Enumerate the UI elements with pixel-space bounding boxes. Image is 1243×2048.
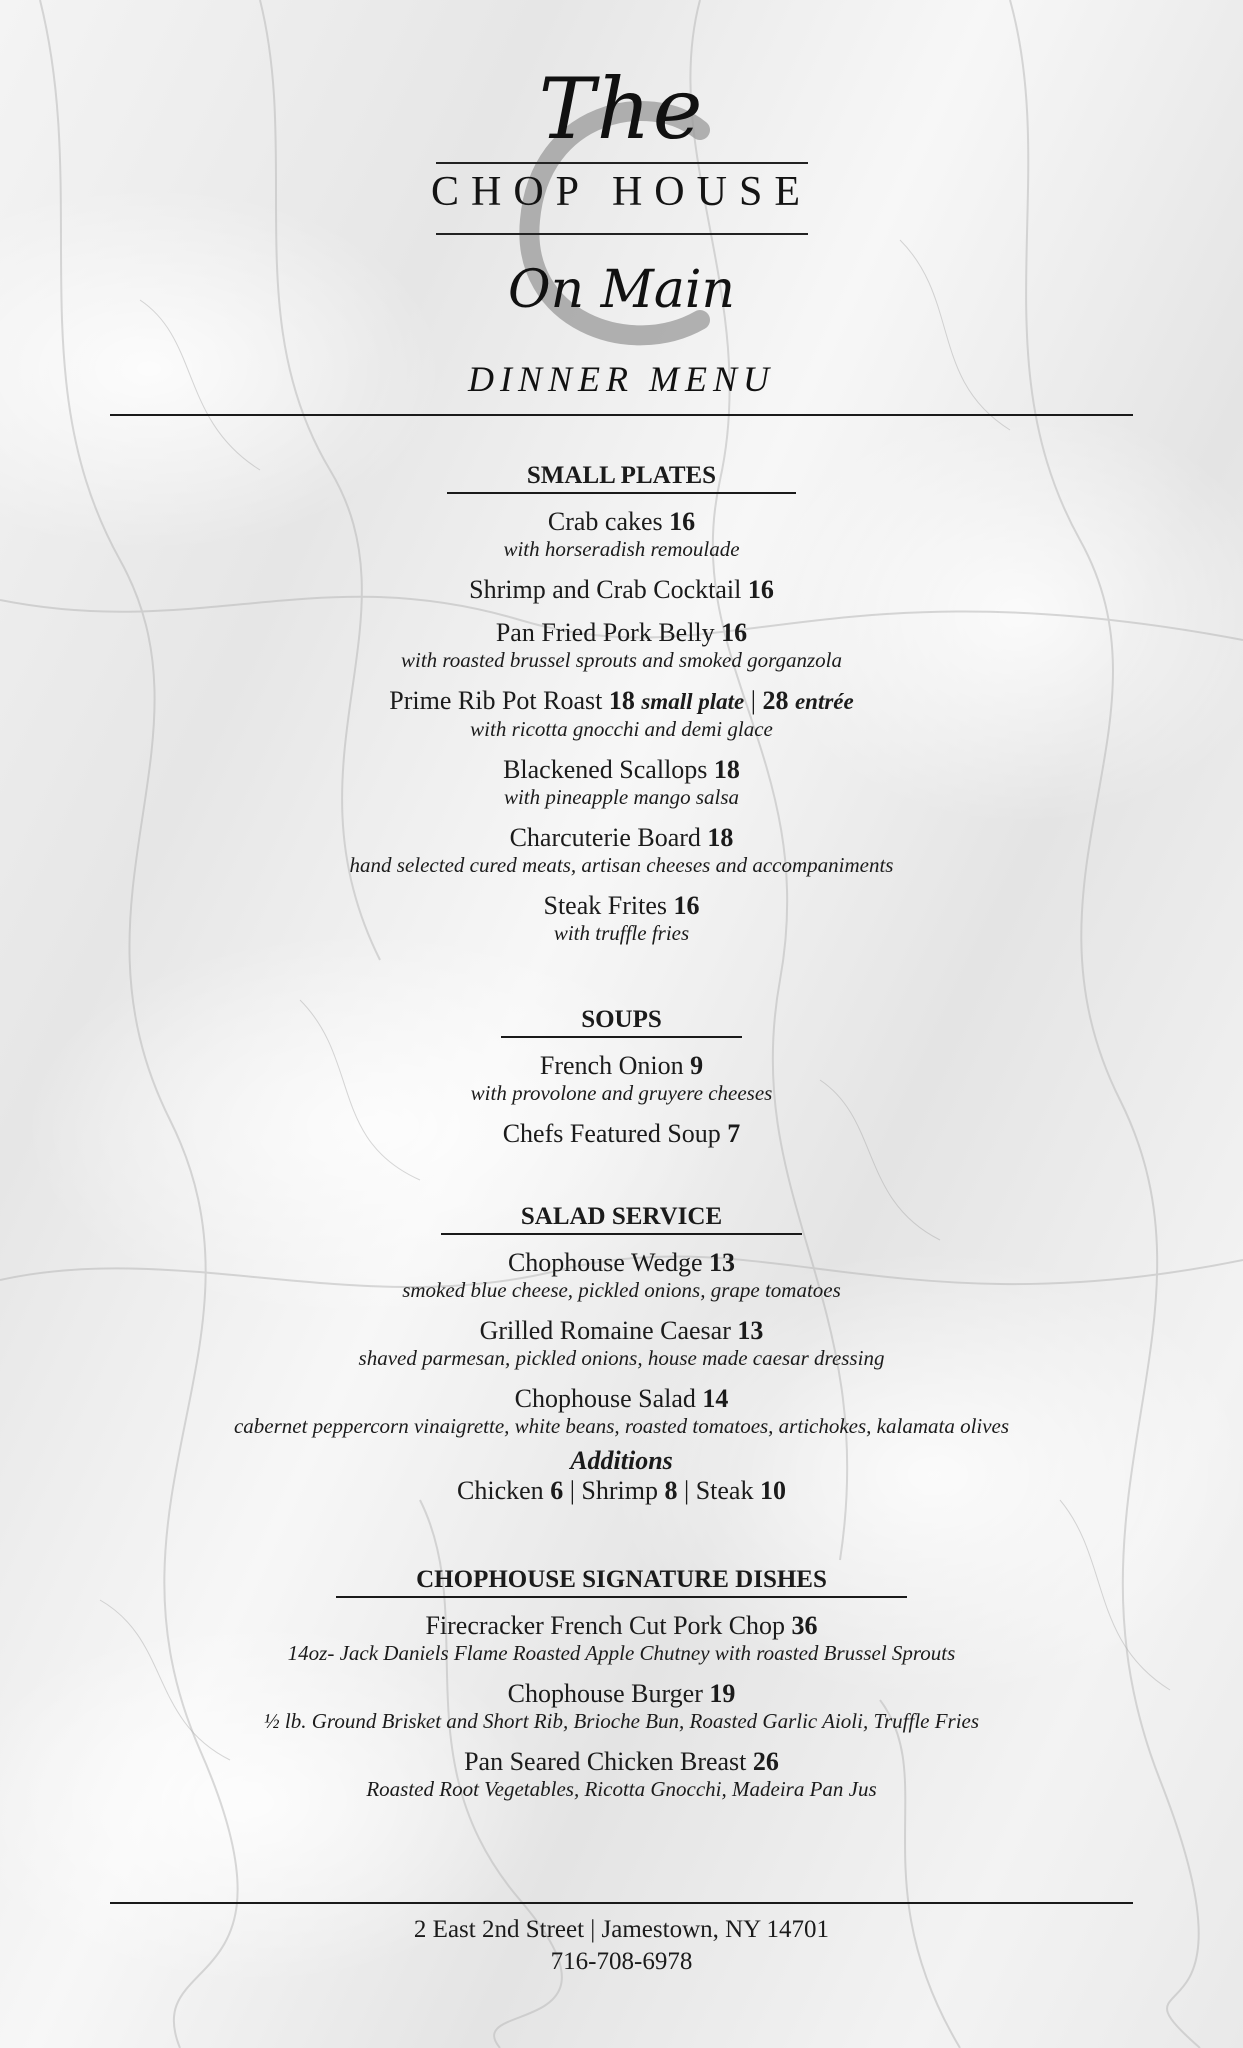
footer-address: 2 East 2nd Street | Jamestown, NY 14701 — [413, 1916, 830, 1943]
menu-item — [0, 1678, 1243, 1734]
item-price-2: 28 — [762, 686, 789, 715]
menu-item — [0, 1610, 1243, 1666]
item-name: Firecracker French Cut Pork Chop — [425, 1611, 786, 1640]
item-name: Chophouse Salad — [514, 1384, 696, 1413]
menu-item — [0, 754, 1243, 810]
menu-item — [0, 1315, 1243, 1371]
item-name: Chophouse Wedge — [507, 1248, 703, 1277]
menu-item — [0, 1118, 1243, 1149]
item-price: 16 — [669, 507, 696, 536]
item-name: Pan Seared Chicken Breast — [464, 1747, 747, 1776]
item-description: with provolone and gruyere cheeses — [470, 1081, 773, 1105]
item-name: Steak Frites — [543, 891, 667, 920]
item-price: 36 — [791, 1611, 818, 1640]
item-description: 14oz- Jack Daniels Flame Roasted Apple Chutney with roasted Brussel Sprouts — [287, 1641, 956, 1665]
addition-name: Chicken — [457, 1476, 544, 1505]
item-name: Prime Rib Pot Roast — [389, 686, 603, 715]
logo-top-line — [436, 162, 808, 164]
salad-additions — [0, 1447, 1243, 1506]
menu-item — [0, 1247, 1243, 1303]
footer-phone: 716-708-6978 — [550, 1948, 693, 1975]
bottom-divider — [110, 1902, 1133, 1904]
section-signature-dishes — [0, 1564, 1243, 1802]
addition-price: 6 — [550, 1476, 564, 1505]
item-price: 16 — [721, 618, 748, 647]
item-price: 13 — [709, 1248, 736, 1277]
item-description: hand selected cured meats, artisan cheeses and accompaniments — [349, 853, 894, 877]
additions-title: Additions — [570, 1446, 673, 1475]
footer — [0, 1914, 1243, 1978]
section-title: SALAD SERVICE — [441, 1201, 802, 1235]
item-separator: | — [750, 686, 756, 715]
addition-name: Shrimp — [581, 1476, 658, 1505]
menu-item — [0, 1050, 1243, 1106]
menu-item — [0, 617, 1243, 673]
section-salad-service — [0, 1201, 1243, 1506]
section-title: SMALL PLATES — [447, 460, 796, 494]
item-description: with truffle fries — [553, 921, 690, 945]
item-name: Blackened Scallops — [503, 755, 708, 784]
item-option-2: entrée — [794, 689, 854, 714]
addition-price: 8 — [664, 1476, 678, 1505]
item-price: 16 — [747, 575, 774, 604]
menu-item — [0, 685, 1243, 742]
item-option: small plate — [641, 689, 745, 714]
logo-sub: On Main — [507, 260, 736, 320]
item-price: 18 — [713, 755, 740, 784]
addition-name: Steak — [695, 1476, 754, 1505]
item-description: smoked blue cheese, pickled onions, grape tomatoes — [402, 1278, 841, 1302]
item-price: 14 — [702, 1384, 729, 1413]
menu-title: DINNER MENU — [468, 359, 775, 399]
logo-name: CHOP HOUSE — [431, 169, 812, 215]
menu-item — [0, 574, 1243, 605]
menu-item — [0, 822, 1243, 878]
item-price: 18 — [608, 686, 635, 715]
item-description: with ricotta gnocchi and demi glace — [470, 717, 773, 741]
section-title: SOUPS — [501, 1004, 742, 1038]
menu-item — [0, 1746, 1243, 1802]
item-name: Charcuterie Board — [509, 823, 701, 852]
item-price: 13 — [737, 1316, 764, 1345]
section-soups — [0, 1004, 1243, 1149]
menu-item — [0, 890, 1243, 946]
menu-item — [0, 1383, 1243, 1439]
item-name: Pan Fried Pork Belly — [495, 618, 715, 647]
menu-item — [0, 506, 1243, 562]
menu-content — [0, 460, 1243, 1814]
item-description: Roasted Root Vegetables, Ricotta Gnocchi, Madeira Pan Jus — [366, 1777, 877, 1801]
item-name: Shrimp and Crab Cocktail — [469, 575, 742, 604]
item-name: French Onion — [539, 1051, 684, 1080]
item-description: with roasted brussel sprouts and smoked gorganzola — [400, 648, 843, 672]
addition-price: 10 — [759, 1476, 786, 1505]
item-price: 19 — [709, 1679, 736, 1708]
item-price: 18 — [707, 823, 734, 852]
item-name: Grilled Romaine Caesar — [479, 1316, 731, 1345]
item-price: 16 — [673, 891, 700, 920]
item-description: cabernet peppercorn vinaigrette, white beans, roasted tomatoes, artichokes, kalamata olives — [233, 1414, 1010, 1438]
item-name: Chophouse Burger — [507, 1679, 703, 1708]
section-title: CHOPHOUSE SIGNATURE DISHES — [336, 1564, 907, 1598]
addition-separator: | — [683, 1476, 690, 1505]
item-name: Chefs Featured Soup — [502, 1119, 721, 1148]
item-description: with horseradish remoulade — [503, 537, 740, 561]
logo-bottom-line — [436, 233, 808, 235]
item-price: 26 — [752, 1747, 779, 1776]
top-divider — [110, 414, 1133, 416]
logo-the: The — [538, 60, 705, 158]
item-name: Crab cakes — [547, 507, 663, 536]
item-description: shaved parmesan, pickled onions, house made caesar dressing — [358, 1346, 885, 1370]
restaurant-logo — [0, 40, 1243, 360]
item-price: 7 — [727, 1119, 741, 1148]
addition-separator: | — [569, 1476, 575, 1505]
item-description: with pineapple mango salsa — [503, 785, 740, 809]
section-small-plates — [0, 460, 1243, 946]
item-price: 9 — [690, 1051, 704, 1080]
item-description: ½ lb. Ground Brisket and Short Rib, Brioche Bun, Roasted Garlic Aioli, Truffle Fries — [263, 1709, 980, 1733]
